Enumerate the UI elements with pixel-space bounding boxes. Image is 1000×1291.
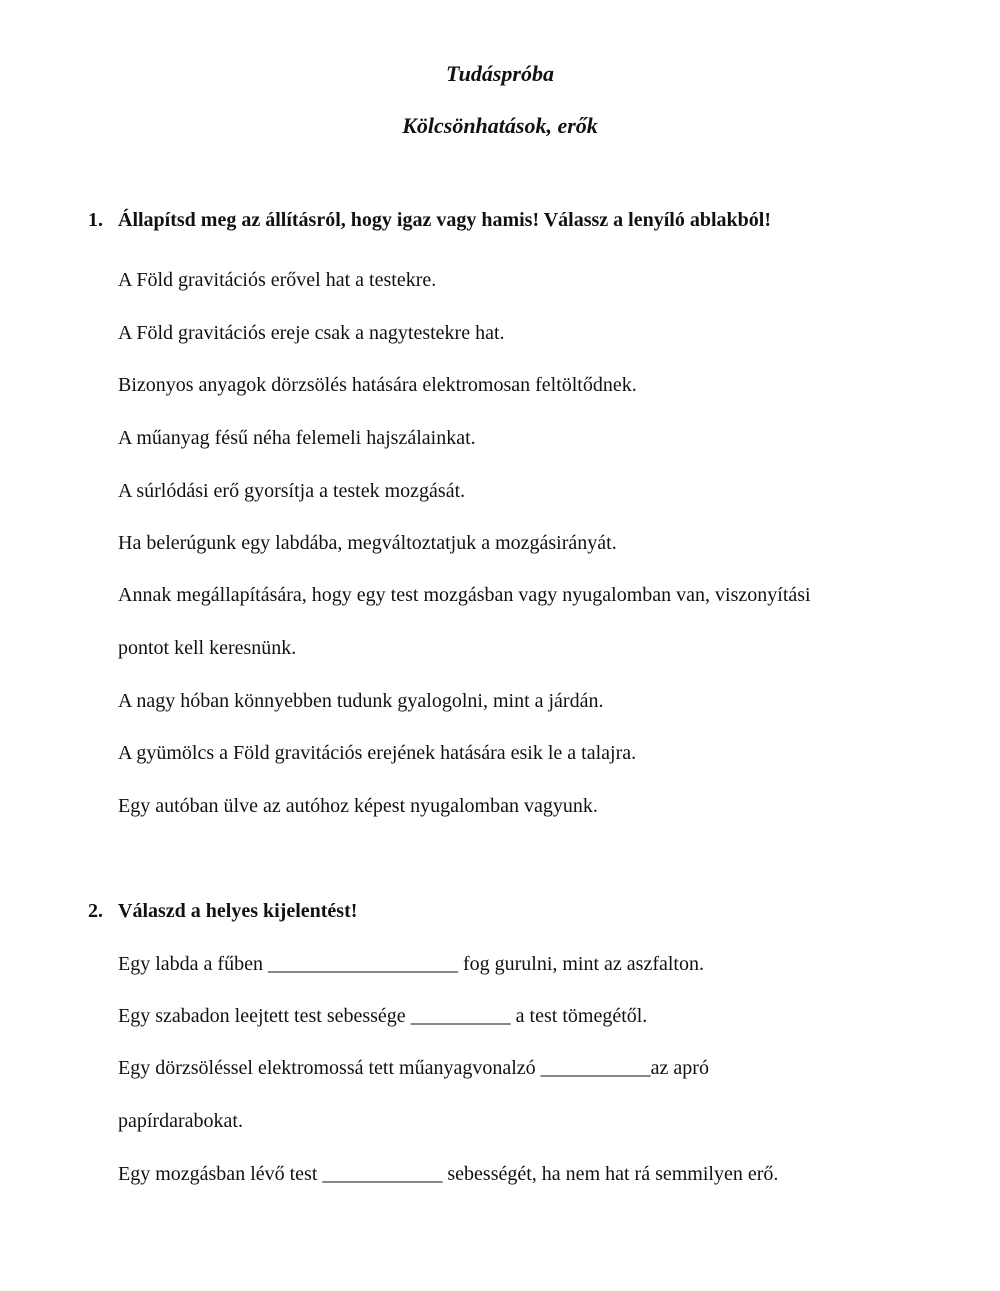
q2-sentence: Egy dörzsöléssel elektromossá tett műanyagvonalzó ___________az apró bbox=[118, 1057, 709, 1079]
q1-statement: Ha belerúgunk egy labdába, megváltoztatjuk a mozgásirányát. bbox=[118, 532, 617, 554]
q2-sentence: Egy labda a fűben ___________________ fog gurulni, mint az aszfalton. bbox=[118, 953, 704, 975]
q2-sentence: papírdarabokat. bbox=[118, 1110, 243, 1132]
q1-statement: A nagy hóban könnyebben tudunk gyalogolni, mint a járdán. bbox=[118, 690, 604, 712]
question-2-prompt: Válaszd a helyes kijelentést! bbox=[118, 900, 358, 922]
q1-statement: A gyümölcs a Föld gravitációs erejének hatására esik le a talajra. bbox=[118, 742, 637, 764]
page-title: Tudáspróba bbox=[446, 61, 554, 86]
page-subtitle: Kölcsönhatások, erők bbox=[402, 113, 598, 138]
q1-statement: pontot kell keresnünk. bbox=[118, 637, 297, 659]
question-1-prompt: Állapítsd meg az állításról, hogy igaz vagy hamis! Válassz a lenyíló ablakból! bbox=[118, 209, 771, 231]
q1-statement: Egy autóban ülve az autóhoz képest nyugalomban vagyunk. bbox=[118, 795, 598, 817]
q1-statement: A Föld gravitációs erővel hat a testekre. bbox=[118, 269, 437, 291]
q1-statement: Bizonyos anyagok dörzsölés hatására elektromosan feltöltődnek. bbox=[118, 374, 637, 396]
question-2-heading bbox=[88, 898, 357, 924]
q1-statement: A súrlódási erő gyorsítja a testek mozgását. bbox=[118, 480, 466, 502]
question-1-number: 1. bbox=[88, 209, 103, 231]
q2-sentence: Egy mozgásban lévő test ____________ sebességét, ha nem hat rá semmilyen erő. bbox=[118, 1163, 779, 1185]
q1-statement: A Föld gravitációs ereje csak a nagytestekre hat. bbox=[118, 322, 505, 344]
question-1-heading bbox=[88, 207, 771, 233]
question-2-number: 2. bbox=[88, 900, 103, 922]
q2-sentence: Egy szabadon leejtett test sebessége __________ a test tömegétől. bbox=[118, 1005, 648, 1027]
q1-statement: Annak megállapítására, hogy egy test mozgásban vagy nyugalomban van, viszonyítási bbox=[118, 584, 811, 606]
q1-statement: A műanyag fésű néha felemeli hajszálainkat. bbox=[118, 427, 476, 449]
